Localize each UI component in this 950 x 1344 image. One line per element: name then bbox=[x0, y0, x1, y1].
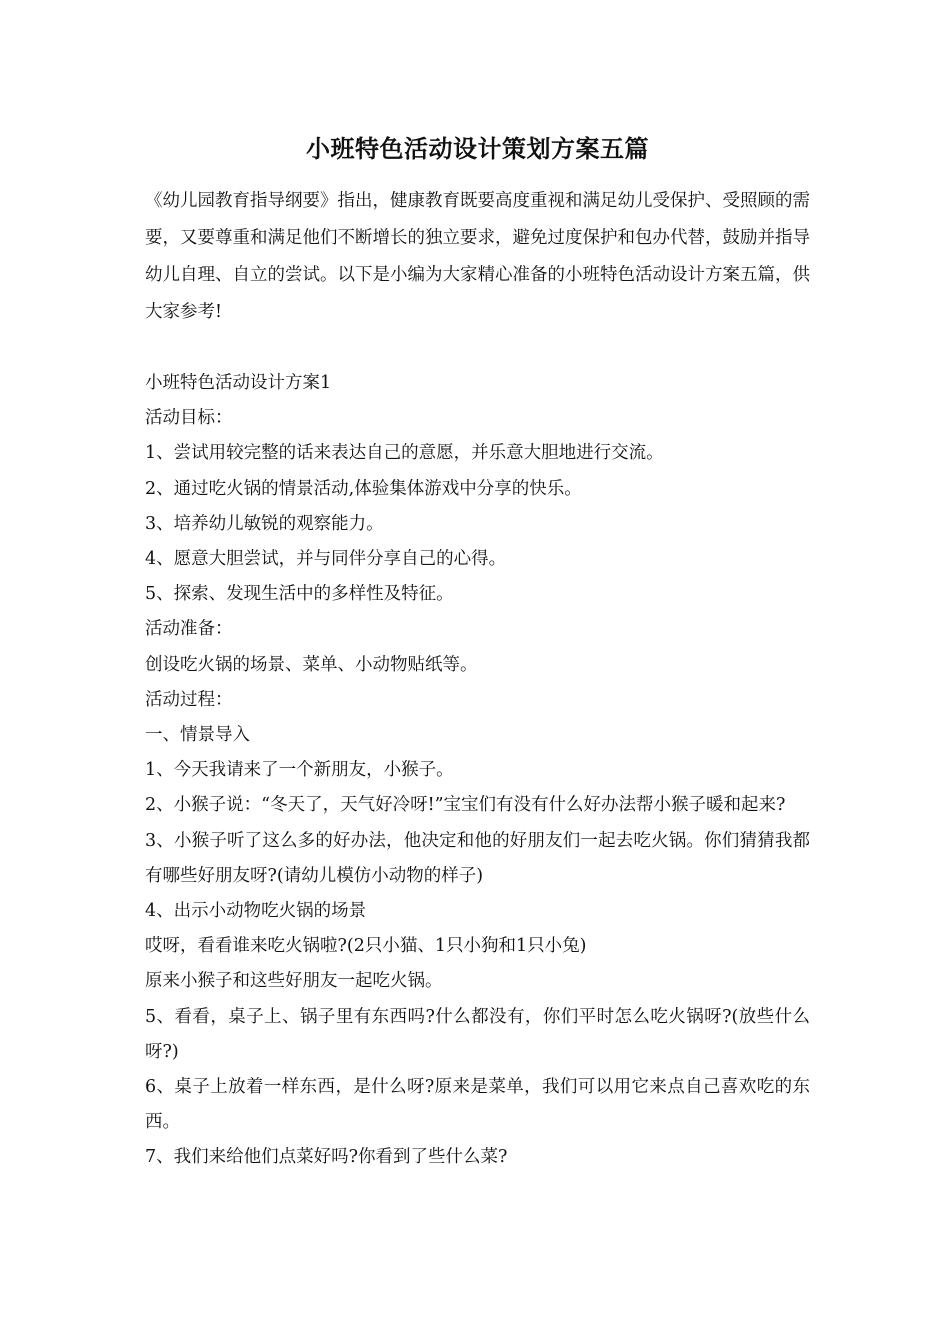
list-item: 原来小猴子和这些好朋友一起吃火锅。 bbox=[145, 971, 443, 992]
list-item: 1、尝试用较完整的话来表达自己的意愿，并乐意大胆地进行交流。 bbox=[145, 443, 664, 464]
list-item: 创设吃火锅的场景、菜单、小动物贴纸等。 bbox=[145, 654, 478, 675]
list-item: 哎呀，看看谁来吃火锅啦?(2只小猫、1只小狗和1只小兔) bbox=[145, 936, 587, 957]
subheading-intro-scene: 一、情景导入 bbox=[145, 725, 250, 746]
list-item: 3、小猴子听了这么多的好办法，他决定和他的好朋友们一起去吃火锅。你们猜猜我都有哪些好朋友呀?(请幼儿模仿小动物的样子) bbox=[145, 830, 810, 886]
section-heading: 小班特色活动设计方案1 bbox=[145, 373, 332, 393]
list-item: 5、探索、发现生活中的多样性及特征。 bbox=[145, 584, 454, 605]
list-item: 7、我们来给他们点菜好吗?你看到了些什么菜? bbox=[145, 1147, 508, 1168]
document-title: 小班特色活动设计策划方案五篇 bbox=[306, 134, 649, 163]
intro-paragraph: 《幼儿园教育指导纲要》指出，健康教育既要高度重视和满足幼儿受保护、受照顾的需要，又要尊重和满足他们不断增长的独立要求，避免过度保护和包办代替，鼓励并指导幼儿自理、自立的尝试。以下是小编为大家精心准备的小班特色活动设计方案五篇，供大家参考! bbox=[145, 191, 810, 322]
list-item: 3、培养幼儿敏锐的观察能力。 bbox=[145, 513, 384, 534]
list-item: 4、出示小动物吃火锅的场景 bbox=[145, 901, 367, 922]
subheading-goals: 活动目标： bbox=[145, 408, 233, 429]
list-item: 2、小猴子说：“冬天了，天气好冷呀!”宝宝们有没有什么好办法帮小猴子暖和起来? bbox=[145, 795, 786, 816]
list-item: 1、今天我请来了一个新朋友，小猴子。 bbox=[145, 760, 454, 781]
list-item: 5、看看，桌子上、锅子里有东西吗?什么都没有，你们平时怎么吃火锅呀?(放些什么呀?) bbox=[145, 1006, 810, 1062]
subheading-preparation: 活动准备： bbox=[145, 619, 233, 640]
list-item: 2、通过吃火锅的情景活动,体验集体游戏中分享的快乐。 bbox=[145, 478, 582, 499]
body-lines bbox=[145, 366, 810, 1176]
list-item: 4、愿意大胆尝试，并与同伴分享自己的心得。 bbox=[145, 549, 507, 570]
list-item: 6、桌子上放着一样东西，是什么呀?原来是菜单，我们可以用它来点自己喜欢吃的东西。 bbox=[145, 1077, 810, 1133]
subheading-process: 活动过程： bbox=[145, 689, 233, 710]
